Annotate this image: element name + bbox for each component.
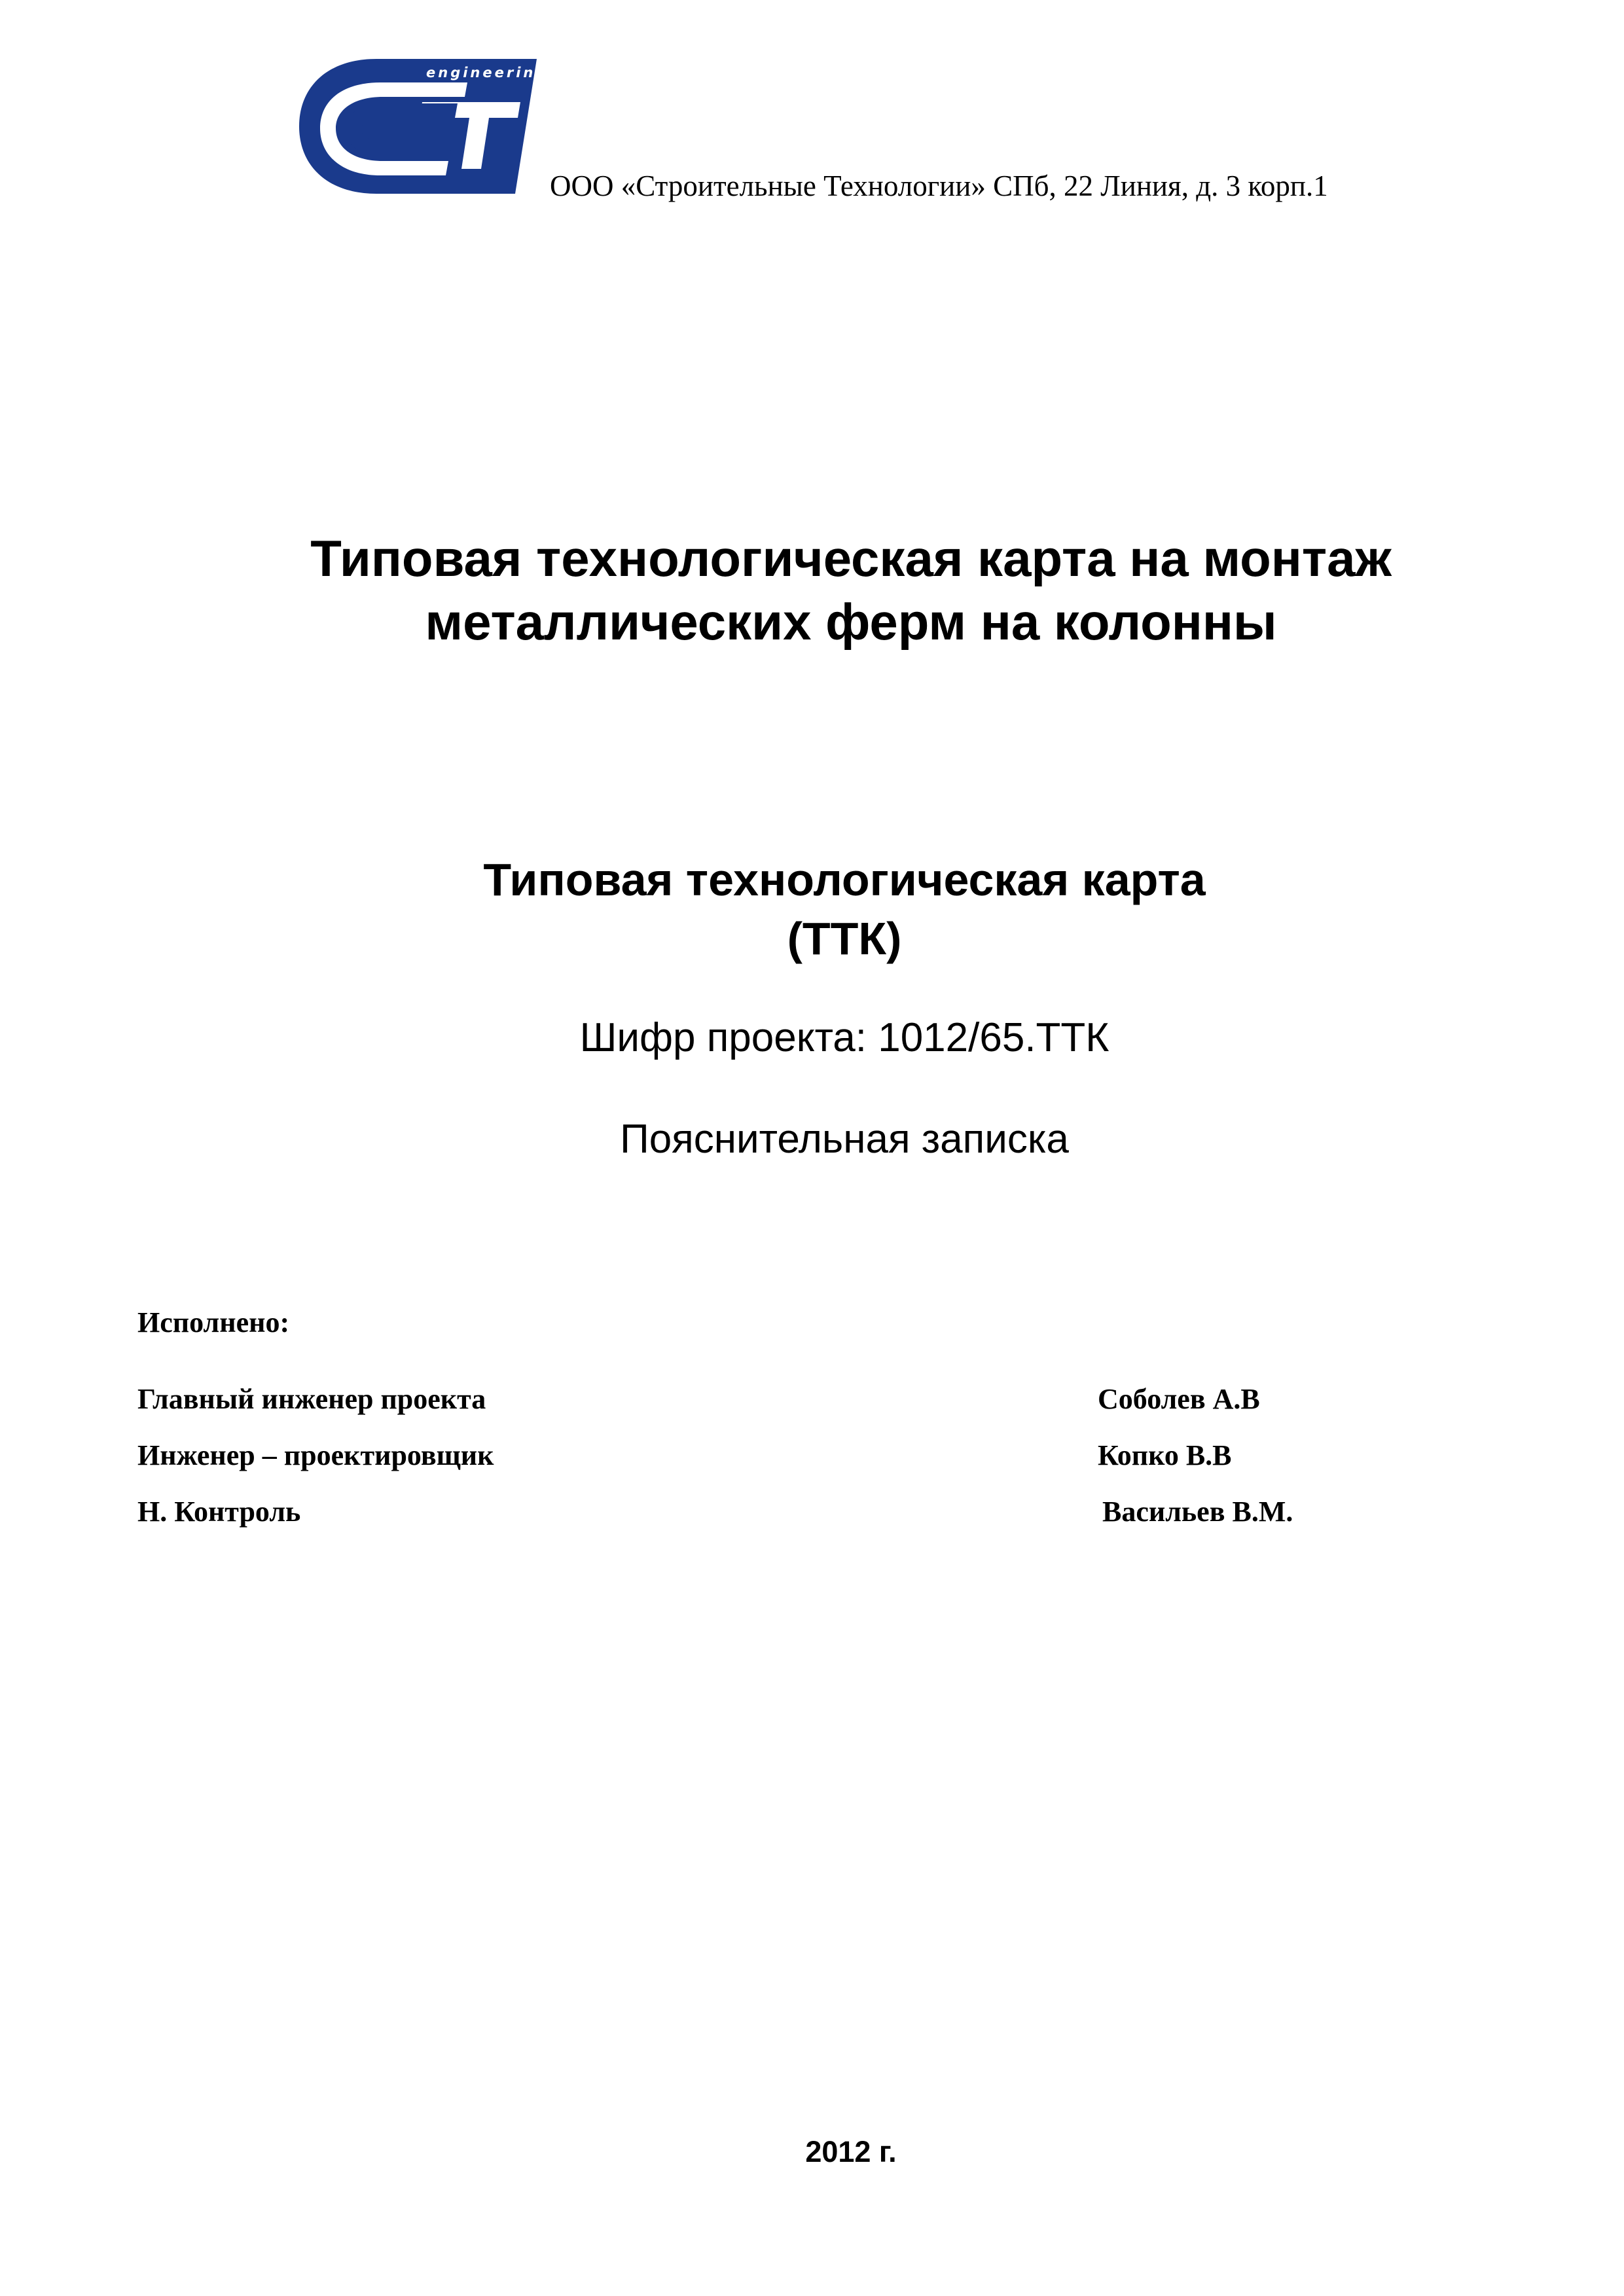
project-code: Шифр проекта: 1012/65.ТТК (579, 1015, 1110, 1060)
signatures-heading: Исполнено: (137, 1306, 290, 1338)
signature-name: Васильев В.М. (1102, 1496, 1293, 1528)
document-year: 2012 г. (805, 2135, 897, 2168)
company-address-line: ООО «Строительные Технологии» СПб, 22 Линия, д. 3 корп.1 (550, 170, 1328, 202)
logo-wordmark: engineering (426, 65, 539, 81)
signature-name: Копко В.В (1098, 1439, 1232, 1471)
document-title-line-1: Типовая технологическая карта на монтаж (310, 529, 1392, 587)
signature-name: Соболев А.В (1098, 1383, 1260, 1415)
document-title-line-2: металлических ферм на колонны (425, 593, 1277, 651)
signature-role: Н. Контроль (137, 1496, 301, 1528)
signature-role: Инженер – проектировщик (137, 1439, 494, 1471)
subtitle-line-2: (ТТК) (787, 913, 902, 964)
document-type: Пояснительная записка (620, 1117, 1069, 1162)
subtitle-line-1: Типовая технологическая карта (483, 854, 1206, 905)
signature-role: Главный инженер проекта (137, 1383, 486, 1415)
company-logo (298, 58, 539, 195)
